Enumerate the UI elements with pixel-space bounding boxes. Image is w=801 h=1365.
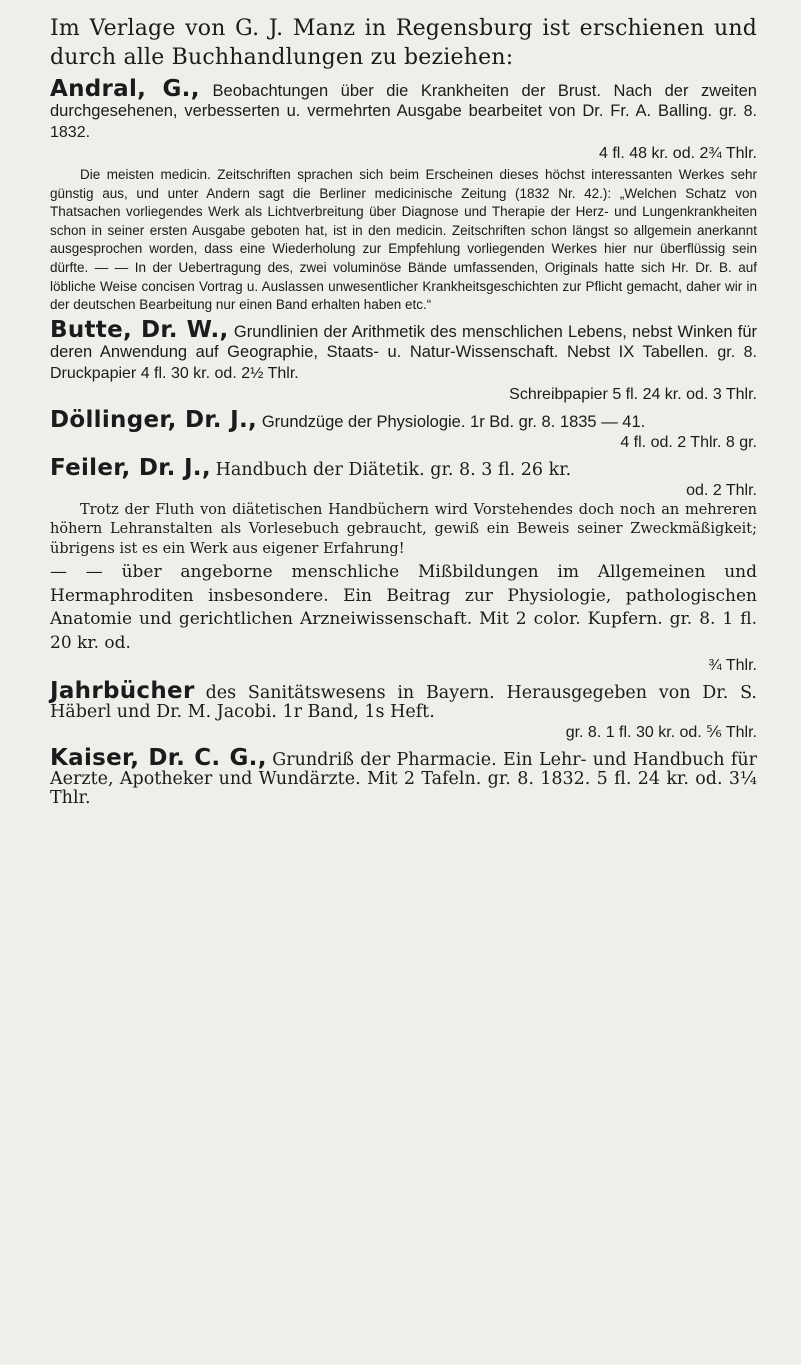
entry-butte [50,316,757,405]
entry-price: gr. 8. 1 fl. 30 kr. od. ⅚ Thlr. [565,724,757,742]
entry-publication: gr. 8. Druckpapier 4 fl. 30 kr. od. 2½ Thlr. [50,343,757,382]
entry-price: Schreibpapier 5 fl. 24 kr. od. 3 Thlr. [509,385,757,403]
entry-title: Handbuch der Diätetik. gr. 8. 3 fl. 26 kr. [215,459,572,480]
entry-price: 4 fl. od. 2 Thlr. 8 gr. [620,433,757,451]
entry-kaiser [50,745,757,809]
entry-title: des Sanitätswesens in Bayern. Herausgegeben von Dr. S. Häberl und Dr. M. Jacobi. 1r Band, 1s Heft. [50,683,757,723]
entry-doellinger [50,406,757,453]
entry-price: od. 2 Thlr. [686,481,757,499]
entry-author: Kaiser, Dr. C. G., [50,745,267,772]
entry-author: Feiler, Dr. J., [50,454,211,481]
entry-publication: gr. 8. 1832. [50,103,757,141]
entry-author: Döllinger, Dr. J., [50,406,258,433]
entry-feiler [50,454,757,677]
entry-title: Grundriß der Pharmacie. Ein Lehr- und Handbuch für Aerzte, Apotheker und Wundärzte. Mit 2 Tafeln. gr. 8. 1832. 5 fl. 24 kr. od. 3¼ Thlr. [50,750,757,809]
entry-price: 4 fl. 48 kr. od. 2¾ Thlr. [598,145,757,162]
entry-author: Andral, G., [50,76,200,102]
entry-andral [50,76,757,315]
publisher-header: Im Verlage von G. J. Manz in Regensburg ist erschienen und durch alle Buchhandlungen zu beziehen: [50,16,757,70]
entry-jahrbuecher [50,678,757,743]
entry-related-price: ¾ Thlr. [708,657,757,675]
entry-author: Butte, Dr. W., [50,316,229,343]
entry-review: Trotz der Fluth von diätetischen Handbüchern wird Vorstehendes doch noch an mehreren höhern Lehranstalten als Vorlesebuch gebraucht, gewiß ein Beweis seiner Zweckmäßigkeit; übrigens ist es ein Werk aus eigener Erfahrung! [50,501,757,557]
entry-title: Beobachtungen über die Krankheiten der Brust. Nach der zweiten durchgesehenen, verbesserten u. vermehrten Ausgabe bearbeitet von Dr. Fr. A. Balling. [50,82,757,120]
entry-title: Grundlinien der Arithmetik des menschlichen Lebens, nebst Winken für deren Anwendung auf Geographie, Staats- u. Natur-Wissenschaft. Nebst IX Tabellen. [50,322,757,361]
entry-author: Jahrbücher [50,678,195,705]
entry-related-title: — — über angeborne menschliche Mißbildungen im Allgemeinen und Hermaphroditen insbesondere. Ein Beitrag zur Physiologie, pathologischen Anatomie und gerichtlichen Arzneiwissenschaft. Mit 2 color. Kupfern. gr. 8. 1 fl. 20 kr. od. [50,562,757,653]
entry-review: Die meisten medicin. Zeitschriften sprachen sich beim Erscheinen dieses höchst interessanten Werkes sehr günstig aus, und unter Andern sagt die Berliner medicinische Zeitung (1832 Nr. 42.): „Welchen Schatz von Thatsachen vorliegendes Werk als Lichtverbreitung über Diagnose und Therapie der Herz- und Lungenkrankheiten schon in seiner ersten Ausgabe geboten hat, ist in den medicin. Zeitschriften schon längst so allgemein anerkannt ausgesprochen worden, dass eine Wiederholung zur Empfehlung vorliegenden Werkes hier nur überflüssig sein dürfte. — — In der Uebertragung des, zwei voluminöse Bände umfassenden, Originals hatte sich Hr. Dr. B. auf löbliche Weise concisen Vortrag u. Auslassen unwesentlicher Krankheitsgeschichten zur Pflicht gemacht, daher wir in der deutschen Bearbeitung nur einen Band erhalten haben etc.“ [50,167,757,313]
entry-title: Grundzüge der Physiologie. 1r Bd. gr. 8. 1835 — 41. [261,412,646,431]
